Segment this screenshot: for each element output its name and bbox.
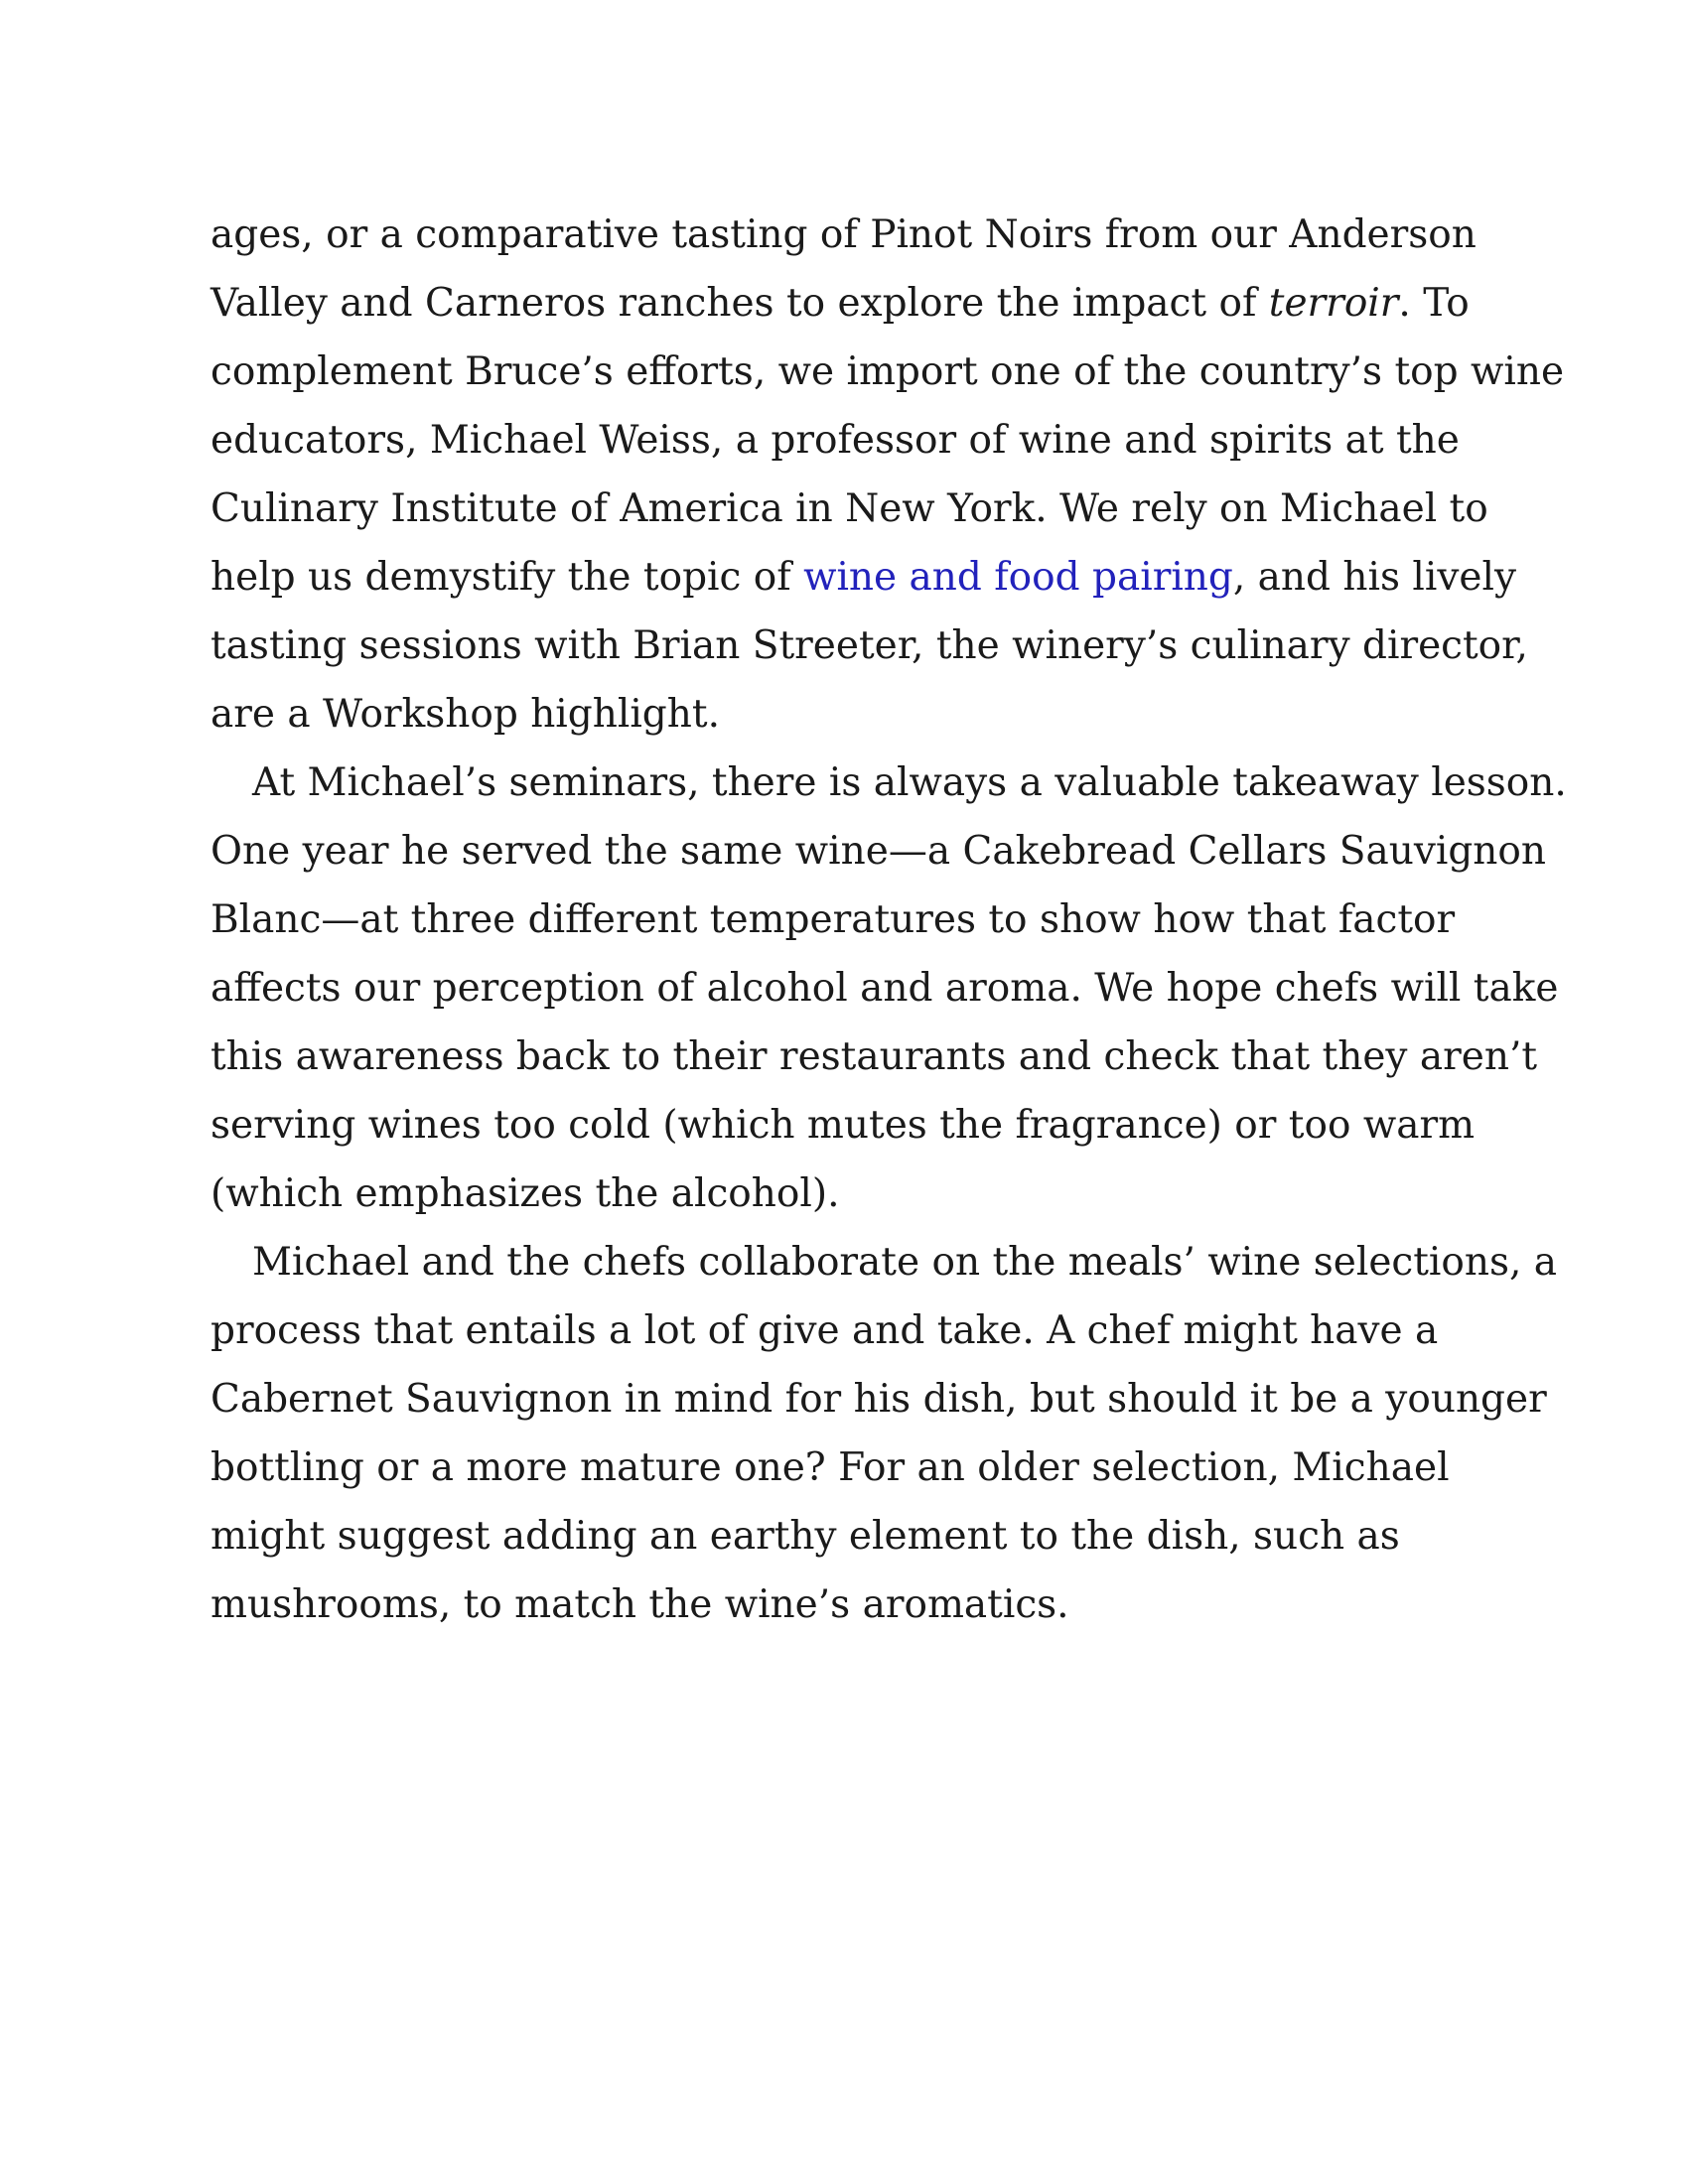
- text-line: [211, 1160, 1501, 1228]
- text-line: [211, 1228, 1558, 1297]
- text-segment: affects our perception of alcohol and aroma. We hope chefs will take: [211, 966, 1559, 1011]
- text-segment: . To: [1398, 281, 1470, 326]
- text-line: [211, 954, 1559, 1023]
- text-segment: At Michael’s seminars, there is always a valuable takeaway lesson.: [252, 760, 1567, 805]
- text-segment: tasting sessions with Brian Streeter, the winery’s culinary director,: [211, 623, 1528, 668]
- text-segment: help us demystify the topic of: [211, 555, 804, 600]
- text-line: [211, 680, 1501, 749]
- text-line: [211, 543, 1516, 612]
- text-line: [211, 1365, 1547, 1433]
- text-line: [211, 1570, 1501, 1639]
- text-segment: process that entails a lot of give and take. A chef might have a: [211, 1308, 1439, 1353]
- italic-term: terroir: [1268, 281, 1399, 326]
- paragraph: [211, 201, 1565, 749]
- paragraph: [211, 749, 1567, 1228]
- text-line: [211, 269, 1501, 338]
- text-segment: , and his lively: [1232, 555, 1516, 600]
- text-segment: might suggest adding an earthy element to the dish, such as: [211, 1514, 1400, 1559]
- text-segment: are a Workshop highlight.: [211, 692, 720, 737]
- text-segment: Blanc—at three different temperatures to show how that factor: [211, 897, 1456, 942]
- wine-food-pairing-link[interactable]: wine and food pairing: [803, 555, 1233, 600]
- document-page: [211, 201, 1567, 1639]
- text-line: [211, 475, 1501, 543]
- text-line: [211, 1297, 1501, 1365]
- text-segment: educators, Michael Weiss, a professor of wine and spirits at the: [211, 418, 1460, 463]
- text-segment: bottling or a more mature one? For an older selection, Michael: [211, 1445, 1450, 1490]
- paragraph: [211, 1228, 1558, 1639]
- text-line: [211, 612, 1528, 680]
- text-segment: mushrooms, to match the wine’s aromatics.: [211, 1582, 1069, 1627]
- text-line: [211, 817, 1547, 886]
- text-line: [211, 1091, 1501, 1160]
- text-segment: Culinary Institute of America in New York. We rely on Michael to: [211, 486, 1488, 531]
- text-line: [211, 1502, 1501, 1570]
- text-segment: Michael and the chefs collaborate on the meals’ wine selections, a: [252, 1240, 1558, 1285]
- text-line: [211, 886, 1501, 954]
- text-line: [211, 1023, 1538, 1091]
- text-line: [211, 338, 1565, 406]
- text-segment: this awareness back to their restaurants and check that they aren’t: [211, 1034, 1538, 1079]
- text-line: [211, 201, 1501, 269]
- text-segment: Valley and Carneros ranches to explore the impact of: [211, 281, 1269, 326]
- text-line: [211, 749, 1567, 817]
- text-segment: ages, or a comparative tasting of Pinot Noirs from our Anderson: [211, 212, 1477, 257]
- text-line: [211, 1433, 1501, 1502]
- text-segment: (which emphasizes the alcohol).: [211, 1171, 840, 1216]
- text-segment: complement Bruce’s efforts, we import one of the country’s top wine: [211, 349, 1565, 394]
- text-segment: serving wines too cold (which mutes the fragrance) or too warm: [211, 1103, 1476, 1148]
- text-line: [211, 406, 1501, 475]
- text-segment: One year he served the same wine—a Cakebread Cellars Sauvignon: [211, 829, 1547, 874]
- text-segment: Cabernet Sauvignon in mind for his dish, but should it be a younger: [211, 1377, 1547, 1422]
